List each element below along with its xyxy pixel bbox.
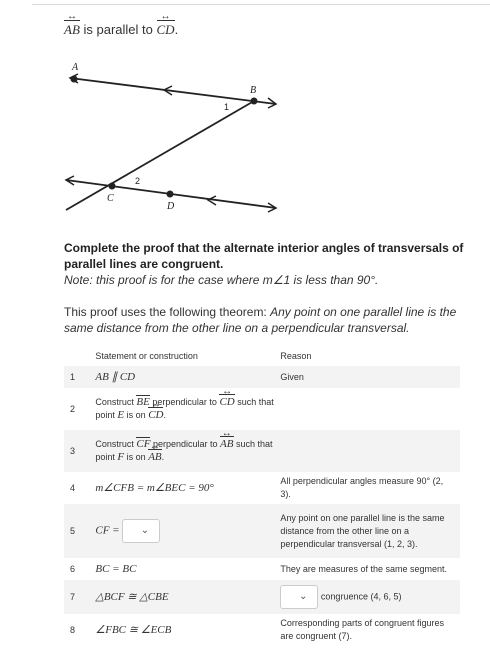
statement-cell [91,614,280,646]
theorem-statement [64,304,464,336]
table-row [64,558,460,580]
row-number: 6 [70,563,76,574]
transversal [66,101,254,210]
table-row [64,430,460,472]
label-a: A [72,62,79,73]
statement-text: . [161,452,165,462]
label-angle-1: 1 [224,102,230,112]
statement-dropdown[interactable] [122,519,160,543]
statement-text: AB ∥ CD [95,370,136,383]
label-d: D [167,201,175,212]
proof-table [64,346,460,646]
intro-statement [64,22,178,38]
intro-period: . [174,22,179,37]
chevron-down-icon: ⌄ [299,591,308,602]
statement-text: such that point [95,439,273,462]
statement-text: . [163,410,166,420]
line-cd-symbol: CD ↔ [157,22,175,38]
statement-text: ∠FBC ≅ ∠ECB [95,623,172,636]
statement-cell [91,472,280,504]
reason-cell [280,388,460,430]
statement-cell [91,504,280,558]
table-row [64,388,460,430]
statement-cell [91,558,280,580]
statement-cell [91,580,280,614]
segment-cf: CF [136,438,151,450]
point-a [71,76,78,83]
table-row [64,614,460,646]
statement-text: Construct [95,439,134,449]
line-cd-symbol: CD ↔ [219,396,234,409]
table-header [64,346,460,366]
row-number: 5 [64,504,91,558]
statement-cell [91,430,280,472]
line-ab-symbol: AB ↔ [220,438,233,451]
column-reason: Reason [280,351,312,361]
statement-text: Construct [95,397,134,407]
statement-text: △BCF ≅ △CBE [95,590,169,603]
reason-cell: All perpendicular angles measure 90° (2, 3). [280,476,444,499]
column-statement: Statement or construction [95,351,198,361]
line-cd-symbol: CD ↔ [148,409,163,422]
point-f-symbol: F [117,451,125,463]
reason-cell: Given [280,366,460,388]
table-row [64,472,460,504]
label-b: B [250,85,257,96]
theorem-text: Any point on one parallel line is the same distance from the other line on a perpendicular transversal. [64,305,457,335]
line-ab-symbol: AB ↔ [64,22,80,38]
row-number: 3 [64,430,91,472]
line-ab-symbol: AB ↔ [148,451,161,464]
point-e-symbol: E [117,409,125,421]
table-row [64,504,460,558]
proof-note: Note: this proof is for the case where m∠1 is less than 90°. [64,273,379,287]
statement-text: perpendicular to [152,439,218,449]
proof-title: Complete the proof that the alternate interior angles of transversals of parallel lines are congruent. [64,241,464,271]
label-c: C [107,193,114,204]
reason-cell: Corresponding parts of congruent figures are congruent (7). [280,618,445,641]
segment-be: BE [136,396,150,408]
intro-text: is parallel to [83,22,153,37]
statement-text: BC = BC [95,562,137,575]
reason-cell [280,430,460,472]
statement-text: perpendicular to [152,397,217,407]
table-row [64,366,460,388]
row-number: 2 [70,403,76,414]
reason-dropdown[interactable] [280,585,318,609]
statement-text: is on [126,452,146,462]
row-number: 8 [70,624,76,635]
statement-cell [91,388,280,430]
reason-cell: Any point on one parallel line is the same distance from the other line on a perpendicular transversal (1, 2, 3). [280,504,460,558]
point-d [167,191,174,198]
parallel-lines-figure [60,58,290,218]
statement-text: such that point [95,397,274,420]
statement-text: m∠CFB = m∠BEC = 90° [95,481,214,494]
theorem-lead: This proof uses the following theorem: [64,305,267,319]
row-number: 7 [64,580,91,614]
reason-cell [280,580,460,614]
table-row [64,580,460,614]
reason-text: congruence (4, 6, 5) [320,591,402,602]
statement-text: CF = [95,524,120,537]
line-ab [70,78,276,104]
top-divider [32,4,490,5]
reason-cell: They are measures of the same segment. [280,563,447,574]
label-angle-2: 2 [135,176,141,186]
row-number: 1 [64,366,91,388]
chevron-down-icon: ⌄ [140,525,150,536]
statement-text: is on [126,410,146,420]
statement-cell [91,366,280,388]
row-number: 4 [70,482,76,493]
